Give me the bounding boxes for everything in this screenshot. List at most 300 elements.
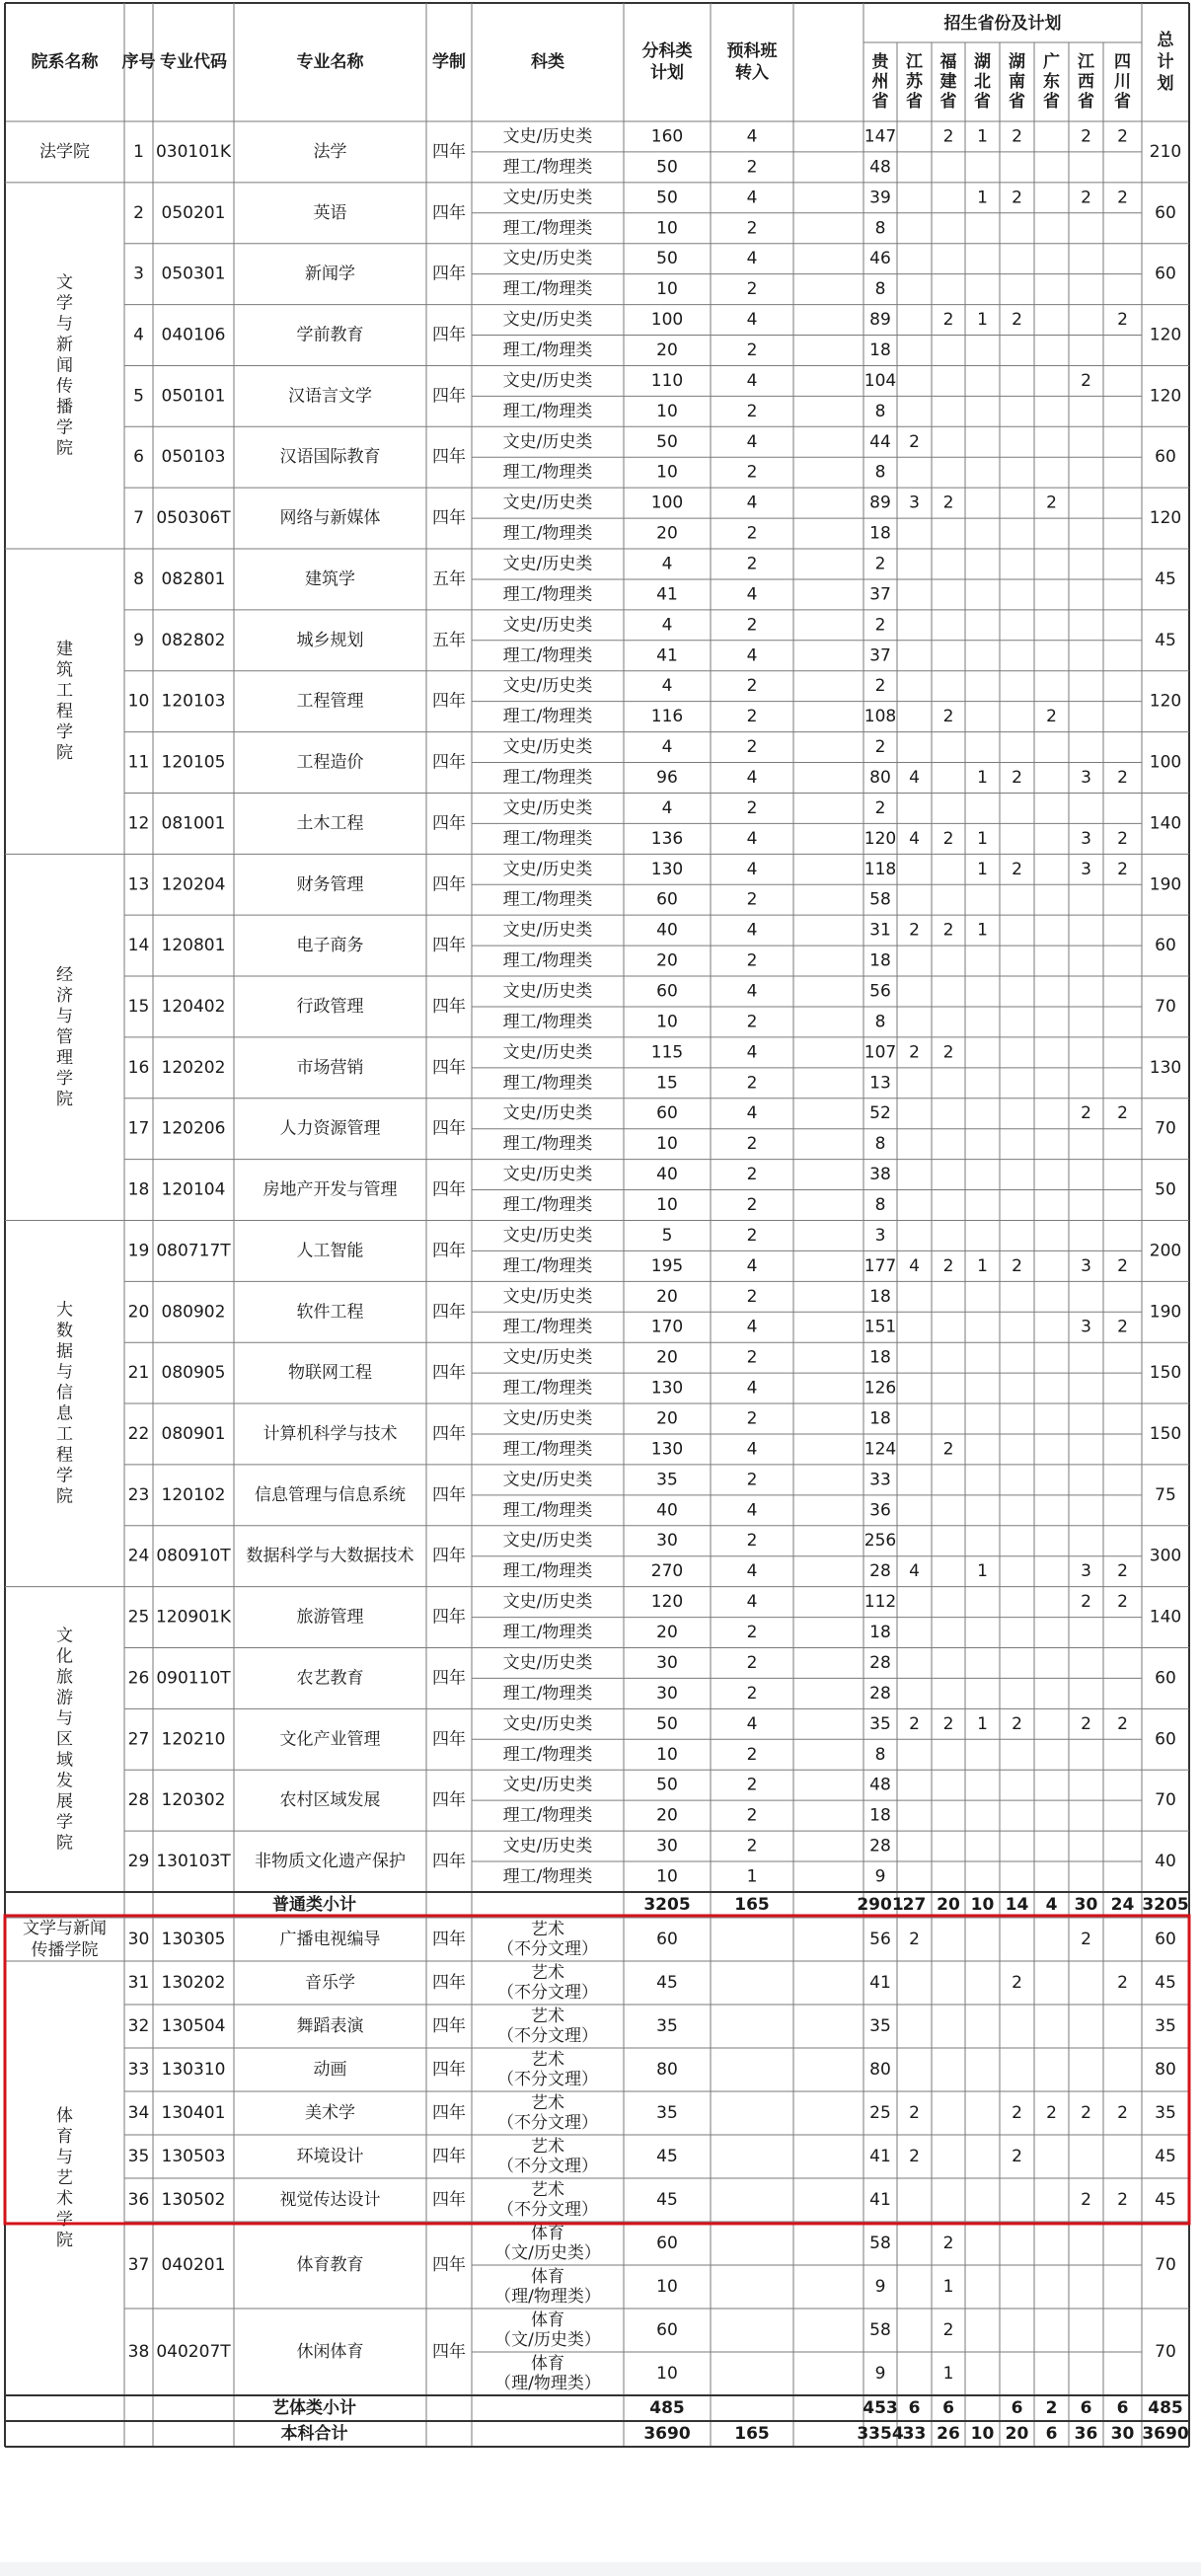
major-code-24: 120901K: [155, 1607, 232, 1628]
college-name-1: 文学与新闻传播学院: [56, 272, 73, 459]
plan-26-1: 10: [656, 1744, 678, 1765]
prov-10-1-4: 2: [1012, 767, 1022, 788]
prov-8-1-0: 37: [869, 645, 891, 666]
prov-6-0-1: 3: [909, 492, 920, 513]
plan-23-0: 30: [656, 1531, 678, 1552]
prov-19-1-7: 2: [1117, 1317, 1128, 1337]
plan-3-1: 20: [656, 340, 678, 360]
major-seq-2: 3: [133, 264, 144, 284]
subject-37-0: 体育（文/历史类）: [494, 2310, 601, 2350]
major-years-5: 四年: [432, 447, 466, 468]
prov-26-0-7: 2: [1117, 1713, 1128, 1734]
prep-21-1: 4: [746, 1439, 758, 1460]
prep-5-0: 4: [746, 431, 758, 452]
page-footer-band: [0, 2562, 1201, 2576]
plan-28-1: 10: [656, 1866, 678, 1887]
plan-10-0: 4: [661, 737, 673, 758]
prov-8-0-0: 2: [874, 615, 886, 636]
plan-37-0: 60: [656, 2319, 678, 2340]
prov-37-0-2: 2: [942, 2319, 954, 2340]
subtotal-prov-0-0: 2901: [857, 1894, 904, 1915]
plan-12-1: 60: [656, 889, 678, 910]
plan-18-0: 5: [661, 1225, 673, 1246]
major-seq-25: 26: [127, 1668, 150, 1689]
major-seq-17: 18: [127, 1179, 150, 1200]
major-years-31: 四年: [432, 2015, 466, 2036]
prep-1-0: 4: [746, 188, 758, 208]
prep-18-0: 2: [746, 1225, 758, 1246]
subject-23-0: 文史/历史类: [502, 1531, 593, 1552]
prov-18-1-2: 2: [942, 1255, 954, 1276]
major-name-34: 环境设计: [296, 2146, 364, 2166]
major-code-26: 120210: [161, 1729, 226, 1750]
header-total: 总计划: [1157, 31, 1174, 94]
major-seq-6: 7: [133, 508, 144, 529]
major-seq-1: 2: [133, 202, 144, 223]
subtotal-prov-0-6: 30: [1074, 1894, 1098, 1915]
prov-12-0-7: 2: [1117, 859, 1128, 879]
plan-6-1: 20: [656, 523, 678, 544]
plan-5-1: 10: [656, 462, 678, 483]
major-name-12: 财务管理: [296, 874, 364, 895]
prov-18-1-7: 2: [1117, 1255, 1128, 1276]
major-seq-28: 29: [127, 1852, 150, 1872]
header-province-1: 江苏省: [906, 52, 923, 112]
prov-3-0-0: 89: [869, 310, 891, 331]
header-code: 专业代码: [160, 52, 227, 72]
prov-9-1-2: 2: [942, 707, 954, 727]
prov-33-0-0: 25: [869, 2102, 891, 2123]
prov-34-0-4: 2: [1012, 2146, 1022, 2166]
major-code-4: 050101: [161, 386, 226, 407]
major-years-7: 五年: [432, 568, 466, 589]
prep-7-0: 2: [746, 554, 758, 574]
major-code-8: 082802: [161, 630, 226, 650]
subject-10-0: 文史/历史类: [502, 737, 593, 758]
major-seq-33: 34: [127, 2102, 150, 2123]
plan-15-0: 115: [650, 1042, 684, 1063]
prep-9-1: 2: [746, 707, 758, 727]
prep-21-0: 2: [746, 1408, 758, 1429]
plan-12-0: 130: [650, 859, 684, 879]
plan-29-0: 60: [656, 1929, 678, 1949]
major-total-12: 190: [1149, 874, 1182, 895]
subject-7-1: 理工/物理类: [502, 584, 593, 605]
major-code-14: 120402: [161, 996, 226, 1017]
prov-4-0-0: 104: [863, 370, 897, 391]
subtotal-prov-2-3: 10: [970, 2423, 995, 2444]
prep-22-1: 4: [746, 1500, 758, 1521]
major-seq-4: 5: [133, 386, 144, 407]
major-years-34: 四年: [432, 2146, 466, 2166]
header-subject: 科类: [531, 52, 564, 72]
major-code-1: 050201: [161, 202, 226, 223]
plan-19-0: 20: [656, 1286, 678, 1307]
prov-13-0-1: 2: [909, 920, 920, 941]
major-years-20: 四年: [432, 1363, 466, 1384]
header-seq: 序号: [121, 52, 156, 72]
major-code-31: 130504: [161, 2015, 226, 2036]
major-name-29: 广播电视编导: [279, 1929, 381, 1949]
subject-25-0: 文史/历史类: [502, 1652, 593, 1673]
subject-20-1: 理工/物理类: [502, 1378, 593, 1399]
plan-17-0: 40: [656, 1165, 678, 1185]
major-total-22: 75: [1155, 1484, 1176, 1505]
major-name-37: 休闲体育: [296, 2341, 364, 2362]
prep-15-1: 2: [746, 1073, 758, 1094]
header-province-2: 福建省: [939, 52, 957, 112]
subject-29-0: 艺术（不分文理）: [497, 1919, 598, 1959]
prov-0-0-7: 2: [1117, 126, 1128, 147]
prep-6-0: 4: [746, 492, 758, 513]
major-total-5: 60: [1155, 447, 1176, 468]
prov-16-1-0: 8: [874, 1134, 886, 1155]
prov-3-0-3: 1: [977, 310, 988, 331]
major-name-4: 汉语言文学: [288, 386, 372, 407]
prov-31-0-0: 35: [869, 2015, 891, 2036]
prep-10-0: 2: [746, 737, 758, 758]
subject-7-0: 文史/历史类: [502, 554, 593, 574]
prov-15-1-0: 13: [869, 1073, 891, 1094]
prov-25-0-0: 28: [869, 1652, 891, 1673]
prov-5-1-0: 8: [874, 462, 886, 483]
major-years-28: 四年: [432, 1852, 466, 1872]
major-years-12: 四年: [432, 874, 466, 895]
major-total-27: 70: [1155, 1790, 1176, 1811]
subject-27-0: 文史/历史类: [502, 1775, 593, 1795]
prov-37-1-0: 9: [874, 2363, 886, 2384]
major-years-36: 四年: [432, 2254, 466, 2275]
plan-0-1: 50: [656, 157, 678, 178]
major-total-16: 70: [1155, 1118, 1176, 1139]
major-years-24: 四年: [432, 1607, 466, 1628]
subject-25-1: 理工/物理类: [502, 1683, 593, 1704]
major-total-1: 60: [1155, 202, 1176, 223]
major-years-35: 四年: [432, 2189, 466, 2210]
major-name-17: 房地产开发与管理: [263, 1179, 398, 1200]
major-years-9: 四年: [432, 691, 466, 712]
subject-0-0: 文史/历史类: [502, 126, 593, 147]
subject-2-0: 文史/历史类: [502, 249, 593, 269]
prov-24-0-7: 2: [1117, 1592, 1128, 1613]
subject-26-0: 文史/历史类: [502, 1713, 593, 1734]
major-name-8: 城乡规划: [296, 630, 364, 650]
prov-23-1-0: 28: [869, 1561, 891, 1582]
major-code-2: 050301: [161, 264, 226, 284]
major-code-28: 130103T: [156, 1852, 231, 1872]
subject-16-1: 理工/物理类: [502, 1134, 593, 1155]
prep-14-0: 4: [746, 981, 758, 1002]
prep-20-1: 4: [746, 1378, 758, 1399]
major-name-14: 行政管理: [296, 996, 364, 1017]
prov-3-0-2: 2: [942, 310, 954, 331]
subject-2-1: 理工/物理类: [502, 279, 593, 300]
prep-3-0: 4: [746, 310, 758, 331]
prep-8-0: 2: [746, 615, 758, 636]
plan-23-1: 270: [650, 1561, 684, 1582]
plan-11-0: 4: [661, 797, 673, 818]
plan-13-1: 20: [656, 950, 678, 971]
major-total-10: 100: [1149, 752, 1182, 773]
major-code-32: 130310: [161, 2059, 226, 2080]
major-years-17: 四年: [432, 1179, 466, 1200]
prep-10-1: 4: [746, 767, 758, 788]
prov-1-0-6: 2: [1081, 188, 1091, 208]
prep-23-1: 4: [746, 1561, 758, 1582]
major-code-20: 080905: [161, 1363, 226, 1384]
prov-35-0-0: 41: [869, 2189, 891, 2210]
prov-26-0-0: 35: [869, 1713, 891, 1734]
header-province-3: 湖北省: [974, 52, 991, 112]
prov-37-0-0: 58: [869, 2319, 891, 2340]
prep-2-1: 2: [746, 279, 758, 300]
plan-0-0: 160: [650, 126, 684, 147]
major-name-31: 舞蹈表演: [296, 2015, 364, 2036]
prov-36-0-2: 2: [942, 2233, 954, 2253]
prov-0-0-2: 2: [942, 126, 954, 147]
subject-13-0: 文史/历史类: [502, 920, 593, 941]
plan-27-1: 20: [656, 1805, 678, 1826]
subtotal-prov-2-4: 20: [1005, 2423, 1029, 2444]
major-seq-21: 22: [127, 1423, 150, 1444]
subject-34-0: 艺术（不分文理）: [497, 2136, 598, 2176]
subject-31-0: 艺术（不分文理）: [497, 2006, 598, 2046]
subject-5-1: 理工/物理类: [502, 462, 593, 483]
major-code-3: 040106: [161, 325, 226, 345]
prep-13-0: 4: [746, 920, 758, 941]
prov-10-0-0: 2: [874, 737, 886, 758]
prov-19-1-6: 3: [1081, 1317, 1091, 1337]
prov-17-1-0: 8: [874, 1195, 886, 1216]
major-total-34: 45: [1155, 2146, 1176, 2166]
prov-5-0-1: 2: [909, 431, 920, 452]
prov-33-0-5: 2: [1046, 2102, 1057, 2123]
plan-28-0: 30: [656, 1836, 678, 1856]
prov-35-0-7: 2: [1117, 2189, 1128, 2210]
subtotal-prov-2-2: 26: [937, 2423, 960, 2444]
prov-37-1-2: 1: [942, 2363, 954, 2384]
college-name-6: 文学与新闻传播学院: [23, 1918, 107, 1960]
prov-4-0-6: 2: [1081, 370, 1091, 391]
major-years-3: 四年: [432, 325, 466, 345]
college-name-2: 建筑工程学院: [56, 640, 73, 764]
prov-35-0-6: 2: [1081, 2189, 1091, 2210]
plan-34-0: 45: [656, 2146, 678, 2166]
header-province-5: 广东省: [1043, 52, 1060, 112]
prov-36-1-0: 9: [874, 2276, 886, 2297]
prov-16-0-6: 2: [1081, 1103, 1091, 1124]
subtotal-label-2: 本科合计: [280, 2423, 348, 2444]
plan-21-0: 20: [656, 1408, 678, 1429]
prov-30-0-0: 41: [869, 1972, 891, 1993]
prep-0-0: 4: [746, 126, 758, 147]
plan-30-0: 45: [656, 1972, 678, 1993]
prov-27-0-0: 48: [869, 1775, 891, 1795]
major-code-23: 080910T: [156, 1546, 231, 1566]
major-code-17: 120104: [161, 1179, 226, 1200]
header-province-4: 湖南省: [1009, 52, 1025, 112]
plan-9-1: 116: [650, 707, 684, 727]
prep-14-1: 2: [746, 1012, 758, 1032]
subject-22-1: 理工/物理类: [502, 1500, 593, 1521]
plan-4-1: 10: [656, 401, 678, 421]
subject-24-0: 文史/历史类: [502, 1592, 593, 1613]
subtotal-prov-1-1: 6: [908, 2397, 921, 2418]
major-code-34: 130503: [161, 2146, 226, 2166]
major-code-25: 090110T: [156, 1668, 231, 1689]
prov-6-0-0: 89: [869, 492, 891, 513]
major-code-19: 080902: [161, 1302, 226, 1323]
major-seq-18: 19: [127, 1241, 150, 1261]
subject-4-0: 文史/历史类: [502, 370, 593, 391]
major-total-21: 150: [1149, 1423, 1182, 1444]
major-total-26: 60: [1155, 1729, 1176, 1750]
major-code-10: 120105: [161, 752, 226, 773]
prov-12-0-3: 1: [977, 859, 988, 879]
major-name-26: 文化产业管理: [279, 1729, 381, 1750]
subject-3-1: 理工/物理类: [502, 340, 593, 360]
major-name-13: 电子商务: [296, 936, 364, 956]
prep-28-1: 1: [746, 1866, 758, 1887]
prov-34-0-1: 2: [909, 2146, 920, 2166]
subtotal-plan-2: 3690: [643, 2423, 691, 2444]
subject-21-0: 文史/历史类: [502, 1408, 593, 1429]
prov-20-0-0: 18: [869, 1347, 891, 1368]
prep-2-0: 4: [746, 249, 758, 269]
major-years-26: 四年: [432, 1729, 466, 1750]
prov-24-1-0: 18: [869, 1623, 891, 1643]
subtotal-prep-2: 165: [734, 2423, 770, 2444]
major-years-11: 四年: [432, 813, 466, 834]
subject-19-1: 理工/物理类: [502, 1317, 593, 1337]
prov-13-0-2: 2: [942, 920, 954, 941]
major-code-30: 130202: [161, 1972, 226, 1993]
prov-11-1-7: 2: [1117, 828, 1128, 849]
major-code-15: 120202: [161, 1057, 226, 1078]
prov-19-1-0: 151: [863, 1317, 897, 1337]
major-seq-31: 32: [127, 2015, 150, 2036]
prov-33-0-1: 2: [909, 2102, 920, 2123]
subject-3-0: 文史/历史类: [502, 310, 593, 331]
major-seq-14: 15: [127, 996, 150, 1017]
major-total-14: 70: [1155, 996, 1176, 1017]
major-seq-22: 23: [127, 1484, 150, 1505]
prov-11-1-1: 4: [909, 828, 920, 849]
prov-26-1-0: 8: [874, 1744, 886, 1765]
major-code-33: 130401: [161, 2102, 226, 2123]
major-years-2: 四年: [432, 264, 466, 284]
subtotal-prov-0-7: 24: [1110, 1894, 1135, 1915]
prep-19-0: 2: [746, 1286, 758, 1307]
prov-6-1-0: 18: [869, 523, 891, 544]
major-total-35: 45: [1155, 2189, 1176, 2210]
prov-18-1-6: 3: [1081, 1255, 1091, 1276]
prov-26-0-1: 2: [909, 1713, 920, 1734]
prep-22-0: 2: [746, 1470, 758, 1490]
major-name-25: 农艺教育: [296, 1668, 364, 1689]
prov-0-0-4: 2: [1012, 126, 1022, 147]
prov-23-1-7: 2: [1117, 1561, 1128, 1582]
major-seq-36: 37: [127, 2254, 150, 2275]
subject-18-1: 理工/物理类: [502, 1255, 593, 1276]
subject-17-1: 理工/物理类: [502, 1195, 593, 1216]
prov-12-0-6: 3: [1081, 859, 1091, 879]
subtotal-total-2: 3690: [1142, 2423, 1189, 2444]
subtotal-prov-2-6: 36: [1074, 2423, 1098, 2444]
major-name-0: 法学: [313, 141, 347, 162]
major-total-23: 300: [1149, 1546, 1182, 1566]
prov-26-0-4: 2: [1012, 1713, 1022, 1734]
major-code-13: 120801: [161, 936, 226, 956]
subtotal-prov-0-3: 10: [970, 1894, 995, 1915]
major-name-1: 英语: [313, 202, 347, 223]
plan-20-0: 20: [656, 1347, 678, 1368]
major-code-7: 082801: [161, 568, 226, 589]
header-years: 学制: [432, 52, 466, 72]
prep-3-1: 2: [746, 340, 758, 360]
prov-10-1-6: 3: [1081, 767, 1091, 788]
major-seq-26: 27: [127, 1729, 150, 1750]
subject-6-1: 理工/物理类: [502, 523, 593, 544]
prep-24-0: 4: [746, 1592, 758, 1613]
major-years-29: 四年: [432, 1929, 466, 1949]
major-years-30: 四年: [432, 1972, 466, 1993]
prov-0-0-3: 1: [977, 126, 988, 147]
plan-14-0: 60: [656, 981, 678, 1002]
subtotal-prov-2-0: 3354: [857, 2423, 904, 2444]
subject-17-0: 文史/历史类: [502, 1165, 593, 1185]
major-name-36: 体育教育: [296, 2254, 364, 2275]
prov-30-0-4: 2: [1012, 1972, 1022, 1993]
prov-5-0-0: 44: [869, 431, 891, 452]
subject-5-0: 文史/历史类: [502, 431, 593, 452]
major-code-36: 040201: [161, 2254, 226, 2275]
major-code-29: 130305: [161, 1929, 226, 1949]
major-seq-34: 35: [127, 2146, 150, 2166]
header-college: 院系名称: [31, 52, 99, 72]
major-name-22: 信息管理与信息系统: [255, 1484, 406, 1505]
prov-21-1-2: 2: [942, 1439, 954, 1460]
subject-11-1: 理工/物理类: [502, 828, 593, 849]
major-code-16: 120206: [161, 1118, 226, 1139]
major-seq-30: 31: [127, 1972, 150, 1993]
plan-27-0: 50: [656, 1775, 678, 1795]
major-seq-35: 36: [127, 2189, 150, 2210]
subject-4-1: 理工/物理类: [502, 401, 593, 421]
major-code-6: 050306T: [156, 508, 231, 529]
prep-8-1: 4: [746, 645, 758, 666]
subtotal-prov-1-6: 6: [1080, 2397, 1092, 2418]
prov-19-0-0: 18: [869, 1286, 891, 1307]
prov-21-0-0: 18: [869, 1408, 891, 1429]
prov-18-0-0: 3: [874, 1225, 886, 1246]
prep-28-0: 2: [746, 1836, 758, 1856]
prov-7-0-0: 2: [874, 554, 886, 574]
plan-1-1: 10: [656, 218, 678, 239]
prov-15-0-0: 107: [863, 1042, 897, 1063]
prep-4-1: 2: [746, 401, 758, 421]
major-name-32: 动画: [313, 2059, 347, 2080]
prov-3-0-7: 2: [1117, 310, 1128, 331]
prov-34-0-0: 41: [869, 2146, 891, 2166]
subtotal-prov-0-2: 20: [937, 1894, 960, 1915]
prep-11-0: 2: [746, 797, 758, 818]
major-seq-27: 28: [127, 1790, 150, 1811]
plan-7-0: 4: [661, 554, 673, 574]
plan-5-0: 50: [656, 431, 678, 452]
major-years-32: 四年: [432, 2059, 466, 2080]
prov-20-1-0: 126: [863, 1378, 897, 1399]
